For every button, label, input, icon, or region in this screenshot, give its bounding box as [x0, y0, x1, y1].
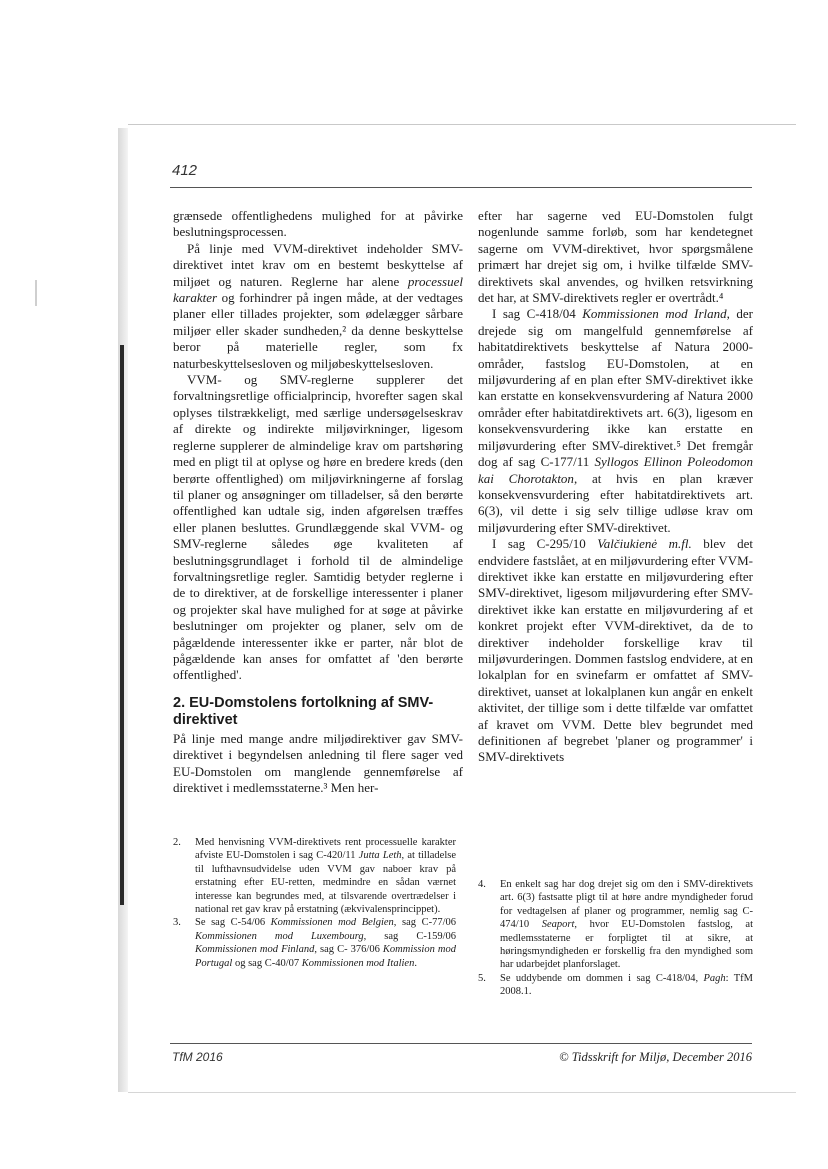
page-edge-top	[128, 124, 796, 125]
footnote: 5. Se uddybende om dommen i sag C-418/04, Pagh: TfM 2008.1.	[478, 972, 753, 998]
footnote: 3. Se sag C-54/06 Kommissionen mod Belgien, sag C-77/06 Kommissionen mod Luxembourg, sag C-159/06 Kommissionen mod Finland, sag C- 376/06 Kommission mod Portugal og sag C-40/07 Kommissionen mod Italien.	[173, 917, 457, 969]
paragraph: efter har sagerne ved EU-Domstolen fulgt nogenlunde samme forløb, som har kendetegnet sagerne om VVM-direktivet, hvor spørgsmålene primært har drejet sig om, i hvilke tilfælde SMV-direktivets skal anvendes, og hvilken retsvirkning det har, at SMV-direktivets regler er overtrådt.⁴	[478, 208, 753, 306]
left-column	[173, 208, 463, 796]
footnotes-right	[478, 878, 753, 999]
paragraph: I sag C-295/10 Valčiukienė m.fl. blev det endvidere fastslået, at en miljøvurdering efter VVM-direktivet ikke kan erstatte en miljøvurdering efter SMV-direktivet, ligesom miljøvurdering efter SMV-direktivet ikke kan erstatte en miljøvurdering af et konkret projekt efter VVM-direktivet, da de to direktiver indeholder forskellige krav til miljøvurderingen. Dommen fastslog endvidere, at en lokalplan for en svinefarm er omfattet af SMV-direktivet, uanset at lokalplanen kun angår en enkelt aktivitet, der tillige som i dette tilfælde var omfattet af kravet om VVM. Dette blev begrundet med definitionen af begrebet 'planer og programmer' i SMV-direktivets	[478, 536, 753, 765]
paragraph: I sag C-418/04 Kommissionen mod Irland, der drejede sig om mangelfuld gennemførelse af habitatdirektivets beskyttelse af Natura 2000-områder, fastslog EU-Domstolen, at en miljøvurdering af en plan efter SMV-direktivet ikke kan erstatte en konsekvensvurdering af Natura 2000 områder efter habitatdirektivets art. 6(3), ligesom en konsekvensvurdering ikke kan erstatte en miljøvurdering efter SMV-direktivet.⁵ Det fremgår dog af sag C-177/11 Syllogos Ellinon Poleodomon kai Chorotakton, at hvis en plan kræver konsekvensvurdering efter habitatdirektivets art. 6(3), vil dette i sig selv tillige udløse krav om miljøvurdering efter SMV-direktivet.	[478, 306, 754, 535]
right-column	[478, 208, 753, 766]
header-rule	[170, 187, 752, 188]
paragraph: På linje med VVM-direktivet indeholder SMV-direktivet intet krav om en bestemt beskyttelse af miljøet og naturen. Reglerne har alene processuel karakter og forhindrer på ingen måde, at der vedtages planer eller tillades projekter, som ødelægger sårbare miljøer eller skader sundheden,² da denne beskyttelse beror på materielle regler, som fx naturbeskyttelsesloven og miljøbeskyttelsesloven.	[173, 240, 463, 371]
paragraph: VVM- og SMV-reglerne supplerer det forvaltningsretlige officialprincip, hvorefter sagen skal oplyses tilstrækkeligt, med særlige undersøgelseskrav af direkte og indirekte miljøvirkninger, ligesom reglerne supplerer de almindelige krav om partshøring med en pligt til at oplyse og høre en bredere kreds (den berørte offentlighed) om miljøvirkningerne af forslag til planer og ansøgninger om tilladelser, så den berørte offentlighed kan udtale sig, inden afgørelsen træffes eller planen besluttes. Grundlæggende skal VVM- og SMV-reglerne således øge kvaliteten af beslutningsgrundlaget i forhold til de almindelige forvaltningsretlige regler. Samtidig betyder reglerne i de to direktiver, at de forskellige interessenter i planer og projekter skal have mulighed for at søge at påvirke beslutninger om projekter og planer, selv om de pågældende interessenter ikke er parter, når blot de pågældende kan anses for omfattet af 'den berørte offentlighed'.	[173, 372, 463, 683]
scan-edge	[120, 345, 124, 905]
footnote: 2. Med henvisning VVM-direktivets rent processuelle karakter afviste EU-Domstolen i sag C-420/11 Jutta Leth, at tilladelse til lufthavnsudvidelse uden VVM gav naboer krav på erstatning efter EU-retten, medmindre en sådan værnet interesse kan begrundes med, at tilsvarende overtrædelser i national ret gav krav på erstatning (ækvivalensprincippet).	[173, 837, 456, 916]
section-heading: 2. EU-Domstolens fortolkning af SMV-direktivet	[173, 694, 434, 728]
page-edge-bottom	[128, 1092, 796, 1093]
page-number: 412	[172, 162, 198, 179]
footnotes-left	[173, 836, 456, 970]
journal-label: TfM 2016	[172, 1050, 223, 1064]
scan-artifact	[35, 280, 37, 306]
footnote: 4. En enkelt sag har dog drejet sig om den i SMV-direktivets art. 6(3) fastsatte pligt til at høre andre myndigheder forud for vedtagelsen af planer og programmer, nemlig sag C-474/10 Seaport, hvor EU-Domstolen fastslog, at medlemsstaterne er forpligtet til at sikre, at høringsmyndigheden er forskellig fra den myndighed som har udarbejdet planforslaget.	[478, 879, 754, 971]
paragraph: grænsede offentlighedens mulighed for at påvirke beslutningsprocessen.	[173, 208, 463, 240]
footer-rule	[170, 1043, 752, 1044]
copyright: © Tidsskrift for Miljø, December 2016	[559, 1050, 752, 1064]
paragraph: På linje med mange andre miljødirektiver gav SMV-direktivet i begyndelsen anledning til flere sager ved EU-Domstolen om manglende gennemførelse af direktivet i medlemsstaterne.³ Men her-	[173, 730, 463, 795]
